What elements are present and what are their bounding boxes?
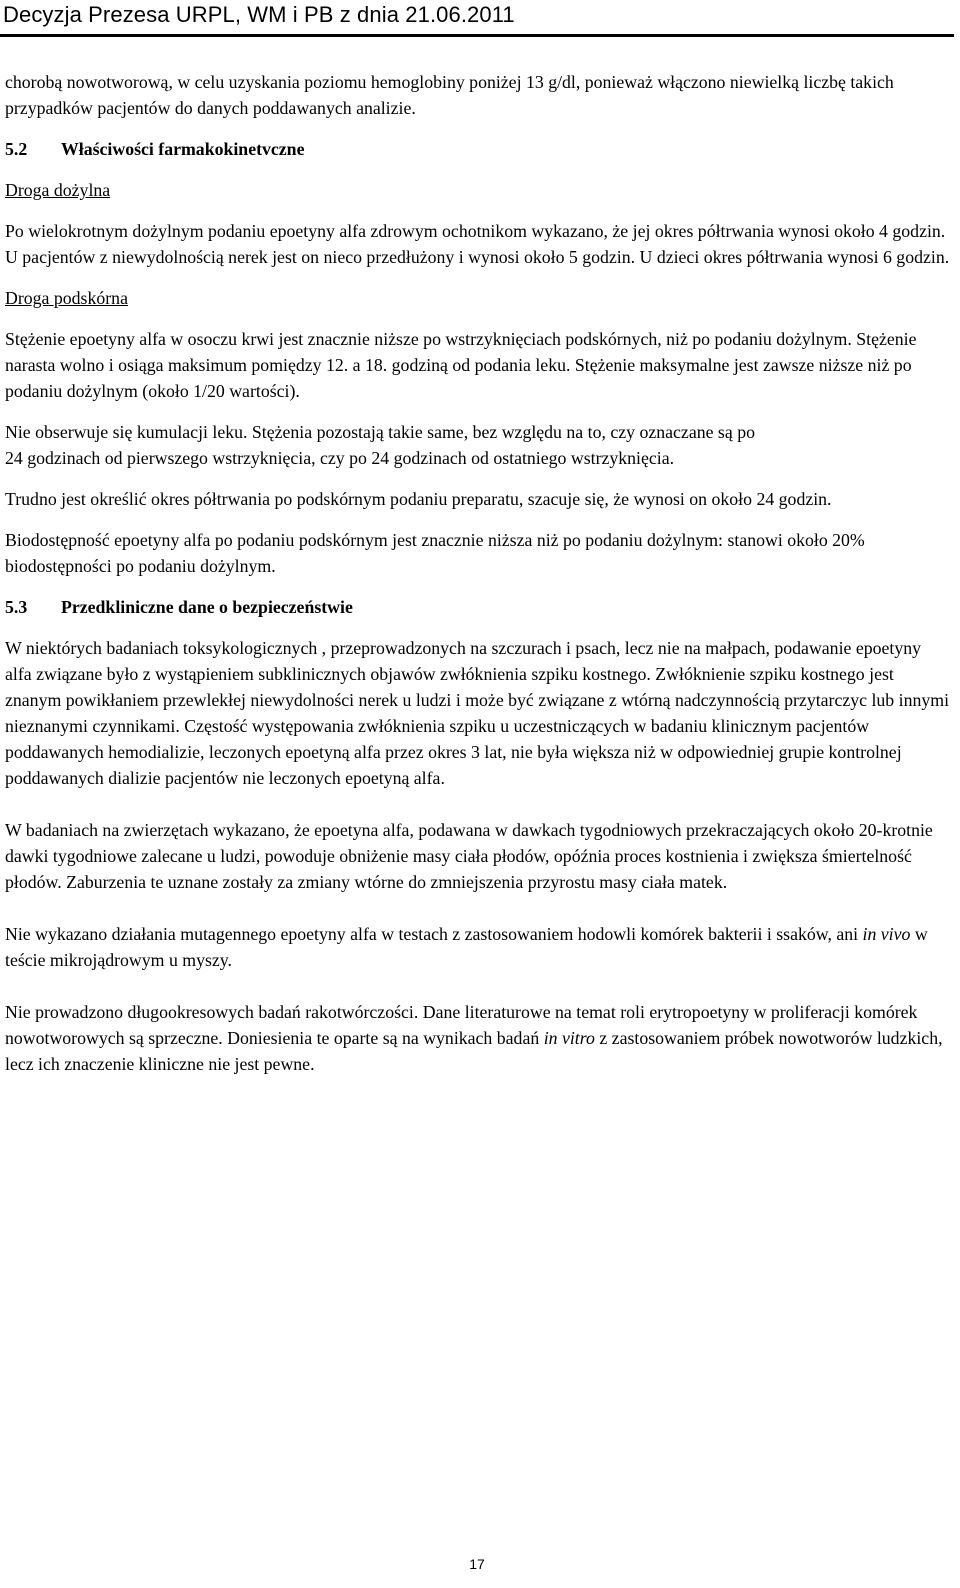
document-header: Decyzja Prezesa URPL, WM i PB z dnia 21.06.2011 bbox=[3, 2, 515, 27]
header-rule bbox=[0, 34, 954, 37]
section-title: Właściwości farmakokinetvczne bbox=[61, 139, 305, 159]
page-number: 17 bbox=[469, 1556, 485, 1572]
sc-half-life-paragraph: Trudno jest określić okres półtrwania po podskórnym podaniu preparatu, szacuje się, że wynosi on około 24 godzin. bbox=[5, 489, 832, 509]
sc-concentration-paragraph: Stężenie epoetyny alfa w osoczu krwi jest znacznie niższe po wstrzyknięciach podskórnych, niż po podaniu dożylnym. Stężenie narasta wolno i osiąga maksimum pomiędzy 12. a 18. godziną od podania leku. Stężenie maksymalne jest zawsze niższe niż po podaniu dożylnym (około 1/20 wartości). bbox=[5, 329, 917, 401]
animal-studies-paragraph: W badaniach na zwierzętach wykazano, że epoetyna alfa, podawana w dawkach tygodniowych przekraczających około 20-krotnie dawki tygodniowe zalecane u ludzi, powoduje obniżenie masy ciała płodów, opóźnia proces kostnienia i zwiększa śmiertelność płodów. Zaburzenia te uznane zostały za zmiany wtórne do zmniejszenia przyrostu masy ciała matek. bbox=[5, 820, 933, 892]
iv-route-heading: Droga dożylna bbox=[5, 180, 111, 200]
section-5-2-heading bbox=[5, 136, 951, 162]
sc-route-heading: Droga podskórna bbox=[5, 288, 128, 308]
sc-accumulation-paragraph bbox=[5, 419, 951, 471]
section-number: 5.3 bbox=[5, 597, 28, 617]
section-title: Przedkliniczne dane o bezpieczeństwie bbox=[61, 597, 353, 617]
in-vivo-term: in vivo bbox=[862, 924, 911, 944]
document-body bbox=[5, 69, 951, 1092]
carcinogenicity-paragraph: Nie prowadzono długookresowych badań rakotwórczości. Dane literaturowe na temat roli erytropoetyny w proliferacji komórek nowotworowych są sprzeczne. Doniesienia te oparte są na wynikach badań in vitro z zastosowaniem próbek nowotworów ludzkich, lecz ich znaczenie kliniczne nie jest pewne. bbox=[5, 1002, 943, 1074]
sc-bioavailability-paragraph: Biodostępność epoetyny alfa po podaniu podskórnym jest znacznie niższa niż po podaniu dożylnym: stanowi około 20% biodostępności po podaniu dożylnym. bbox=[5, 530, 865, 576]
section-5-3-heading bbox=[5, 594, 951, 620]
in-vitro-term: in vitro bbox=[543, 1028, 595, 1048]
mutagenicity-paragraph: Nie wykazano działania mutagennego epoetyny alfa w testach z zastosowaniem hodowli komórek bakterii i ssaków, ani in vivo w teście mikrojądrowym u myszy. bbox=[5, 924, 928, 970]
toxicology-paragraph: W niektórych badaniach toksykologicznych , przeprowadzonych na szczurach i psach, lecz nie na małpach, podawanie epoetyny alfa związane było z wystąpieniem subklinicznych objawów zwłóknienia szpiku kostnego. Zwłóknienie szpiku kostnego jest znanym powikłaniem przewlekłej niewydolności nerek u ludzi i może być związane z wtórną nadczynnością przytarczyc lub innymi nieznanymi czynnikami. Częstość występowania zwłóknienia szpiku u uczestniczących w badaniu klinicznym pacjentów poddawanych hemodializie, leczonych epoetyną alfa przez okres 3 lat, nie była większa niż w odpowiedniej grupie kontrolnej poddawanych dializie pacjentów nie leczonych epoetyną alfa. bbox=[5, 638, 950, 788]
iv-route-paragraph: Po wielokrotnym dożylnym podaniu epoetyny alfa zdrowym ochotnikom wykazano, że jej okres półtrwania wynosi około 4 godzin. U pacjentów z niewydolnością nerek jest on nieco przedłużony i wynosi około 5 godzin. U dzieci okres półtrwania wynosi 6 godzin. bbox=[5, 221, 950, 267]
section-number: 5.2 bbox=[5, 139, 28, 159]
sc-accumulation-line-2: 24 godzinach od pierwszego wstrzyknięcia, czy po 24 godzinach od ostatniego wstrzyknięcia. bbox=[5, 448, 675, 468]
sc-accumulation-line-1: Nie obserwuje się kumulacji leku. Stężenia pozostają takie same, bez względu na to, czy oznaczane są po bbox=[5, 422, 755, 442]
intro-paragraph: chorobą nowotworową, w celu uzyskania poziomu hemoglobiny poniżej 13 g/dl, ponieważ włączono niewielką liczbę takich przypadków pacjentów do danych poddawanych analizie. bbox=[5, 72, 894, 118]
